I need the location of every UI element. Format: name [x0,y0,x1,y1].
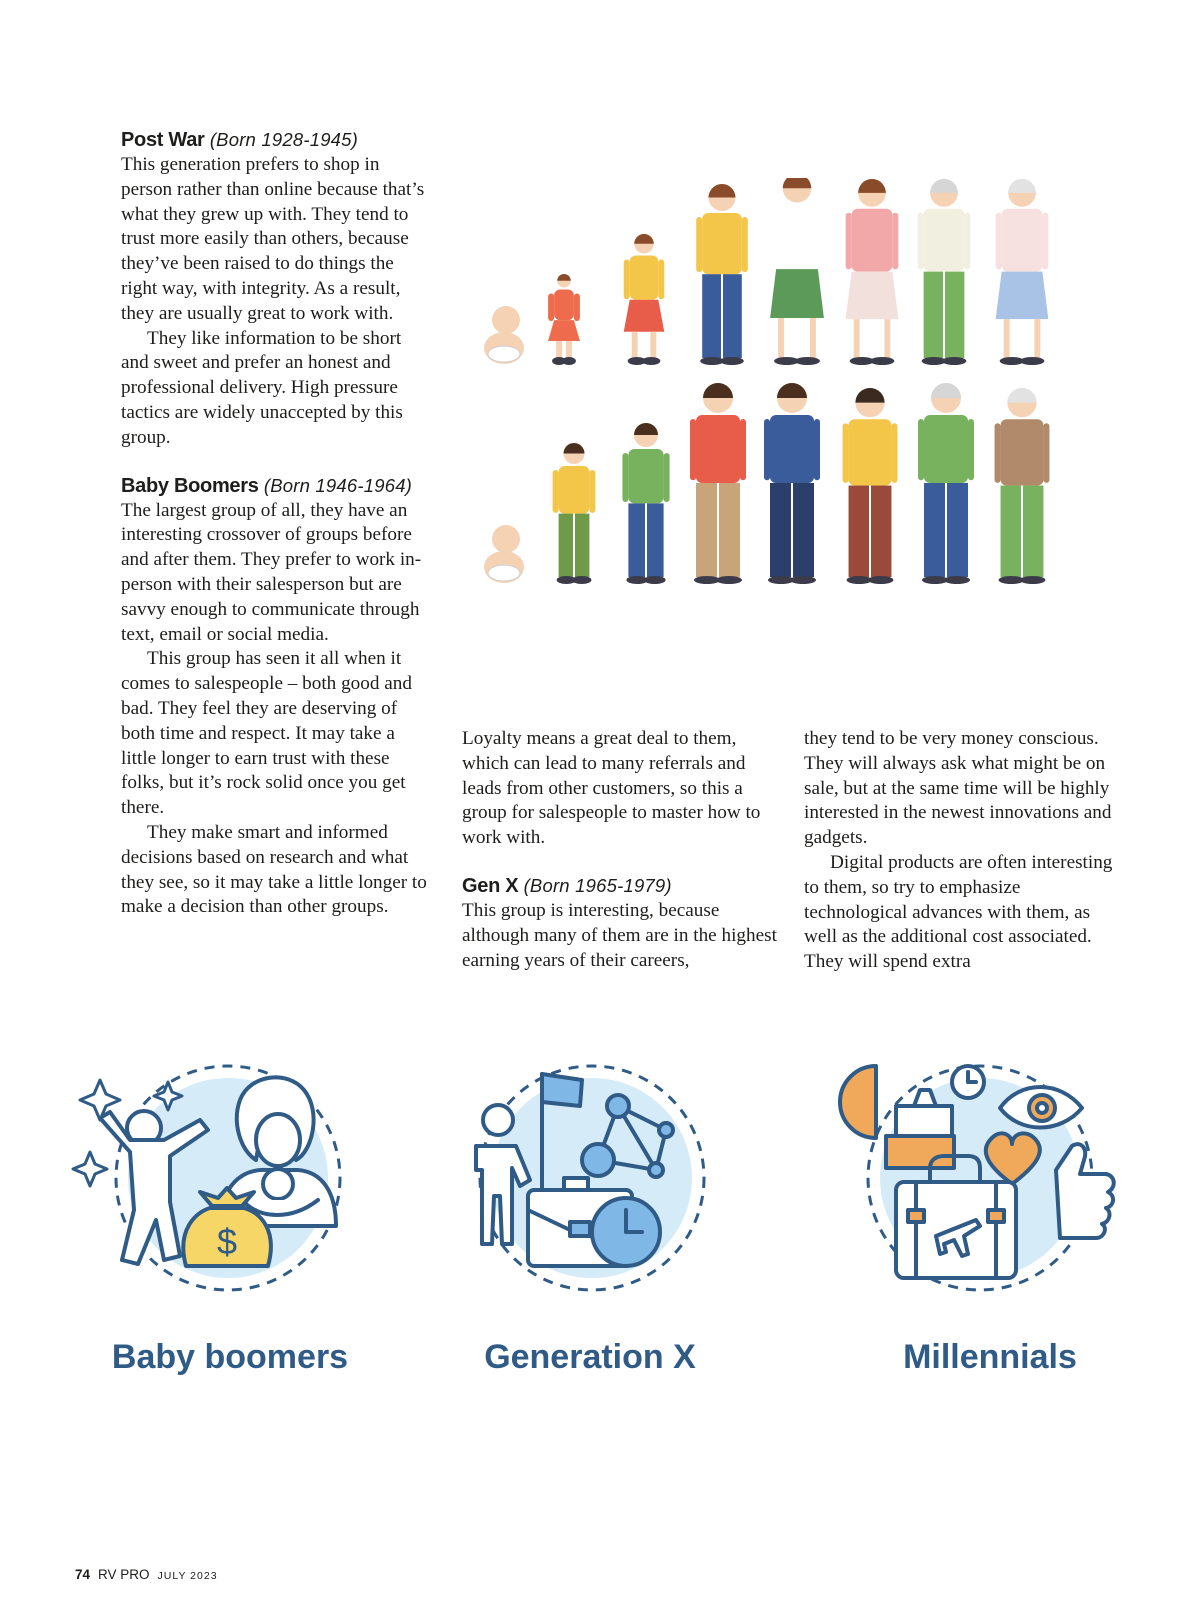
family-icon [60,1060,400,1330]
born-baby-boomers: (Born 1946-1964) [263,474,413,496]
male-figure-6 [918,383,974,584]
female-figure-7 [996,179,1049,365]
page-footer [75,1567,218,1582]
male-figure-7 [995,388,1050,584]
section-heading-gen-x [462,873,782,899]
baby-boomers-paragraph-3: They make smart and informed decisions based on research and what they see, so it may take a little longer to make a decision than other groups. [121,821,427,918]
column-1 [121,127,431,920]
female-figure-2 [624,234,665,365]
magazine-name: RV PRO [98,1567,150,1582]
male-figure-2 [622,423,669,584]
baby-girl-figure [484,306,524,364]
female-figure-6 [918,179,971,365]
label-millennials: Millennials [903,1338,1077,1376]
section-heading-post-war [121,127,431,153]
section-heading-baby-boomers [121,473,431,499]
baby-boomers-paragraph-1: The largest group of all, they have an interesting crossover of groups before and after them. They prefer to work in-person with their salesperson but are savvy enough to communicate through text, email or social media. [121,499,422,645]
digital-products-paragraph: Digital products are often interesting to them, so try to emphasize technological advances with them, as well as the additional cost associated. They will spend extra [804,851,1113,973]
born-gen-x: (Born 1965-1979) [523,874,672,896]
page-number: 74 [75,1567,91,1582]
millennials-icon-block [820,1060,1160,1390]
people-row-male [484,383,1049,584]
male-figure-4 [764,383,820,584]
people-row-female [484,178,1048,365]
heading-baby-boomers: Baby Boomers [121,474,259,497]
post-war-paragraph-2: They like information to be short and sweet and prefer an honest and professional delivery. High pressure tactics are widely unaccepted by this group. [121,327,403,448]
money-conscious-paragraph: they tend to be very money conscious. They will always ask what might be on sale, but at the same time will be highly interested in the newest innovations and gadgets. [804,728,1112,849]
female-figure-4 [770,178,824,365]
generation-x-icon-block [420,1060,760,1390]
gen-x-paragraph-1: This group is interesting, because although many of them are in the highest earning years of their careers, [462,899,777,971]
loyalty-paragraph: Loyalty means a great deal to them, which can lead to many referrals and leads from other customers, so this a group for salespeople to master how to work with. [462,728,761,849]
heading-post-war: Post War [121,129,205,151]
leader-network-icon [420,1060,760,1330]
label-generation-x: Generation X [484,1338,696,1376]
generations-illustration [482,178,1092,608]
female-figure-3 [696,184,748,365]
female-figure-5 [846,179,899,365]
post-war-paragraph-1: This generation prefers to shop in person rather than online because that’s what they grew up with. They tend to trust more easily than others, because they’ve been raised to do things the right way, with integrity. As a result, they are usually great to work with. [121,154,425,324]
baby-boomers-icon-block [60,1060,400,1390]
male-figure-5 [843,388,898,584]
issue-date: JULY 2023 [157,1570,218,1582]
male-figure-3 [690,383,746,584]
svg-text:$: $ [216,1221,238,1262]
heading-gen-x: Gen X [462,874,519,897]
column-2 [462,727,782,973]
label-baby-boomers: Baby boomers [111,1338,349,1376]
lifestyle-icon [820,1060,1160,1330]
baby-boy-figure [484,525,524,583]
baby-boomers-paragraph-2: This group has seen it all when it comes to salespeople – both good and bad. They feel they are deserving of both time and respect. It may take a little longer to earn trust with these folks, but it’s rock solid once you get there. [121,648,412,819]
column-3 [804,727,1124,975]
female-figure-1 [548,274,580,365]
male-figure-1 [553,443,596,584]
born-post-war: (Born 1928-1945) [209,129,359,150]
